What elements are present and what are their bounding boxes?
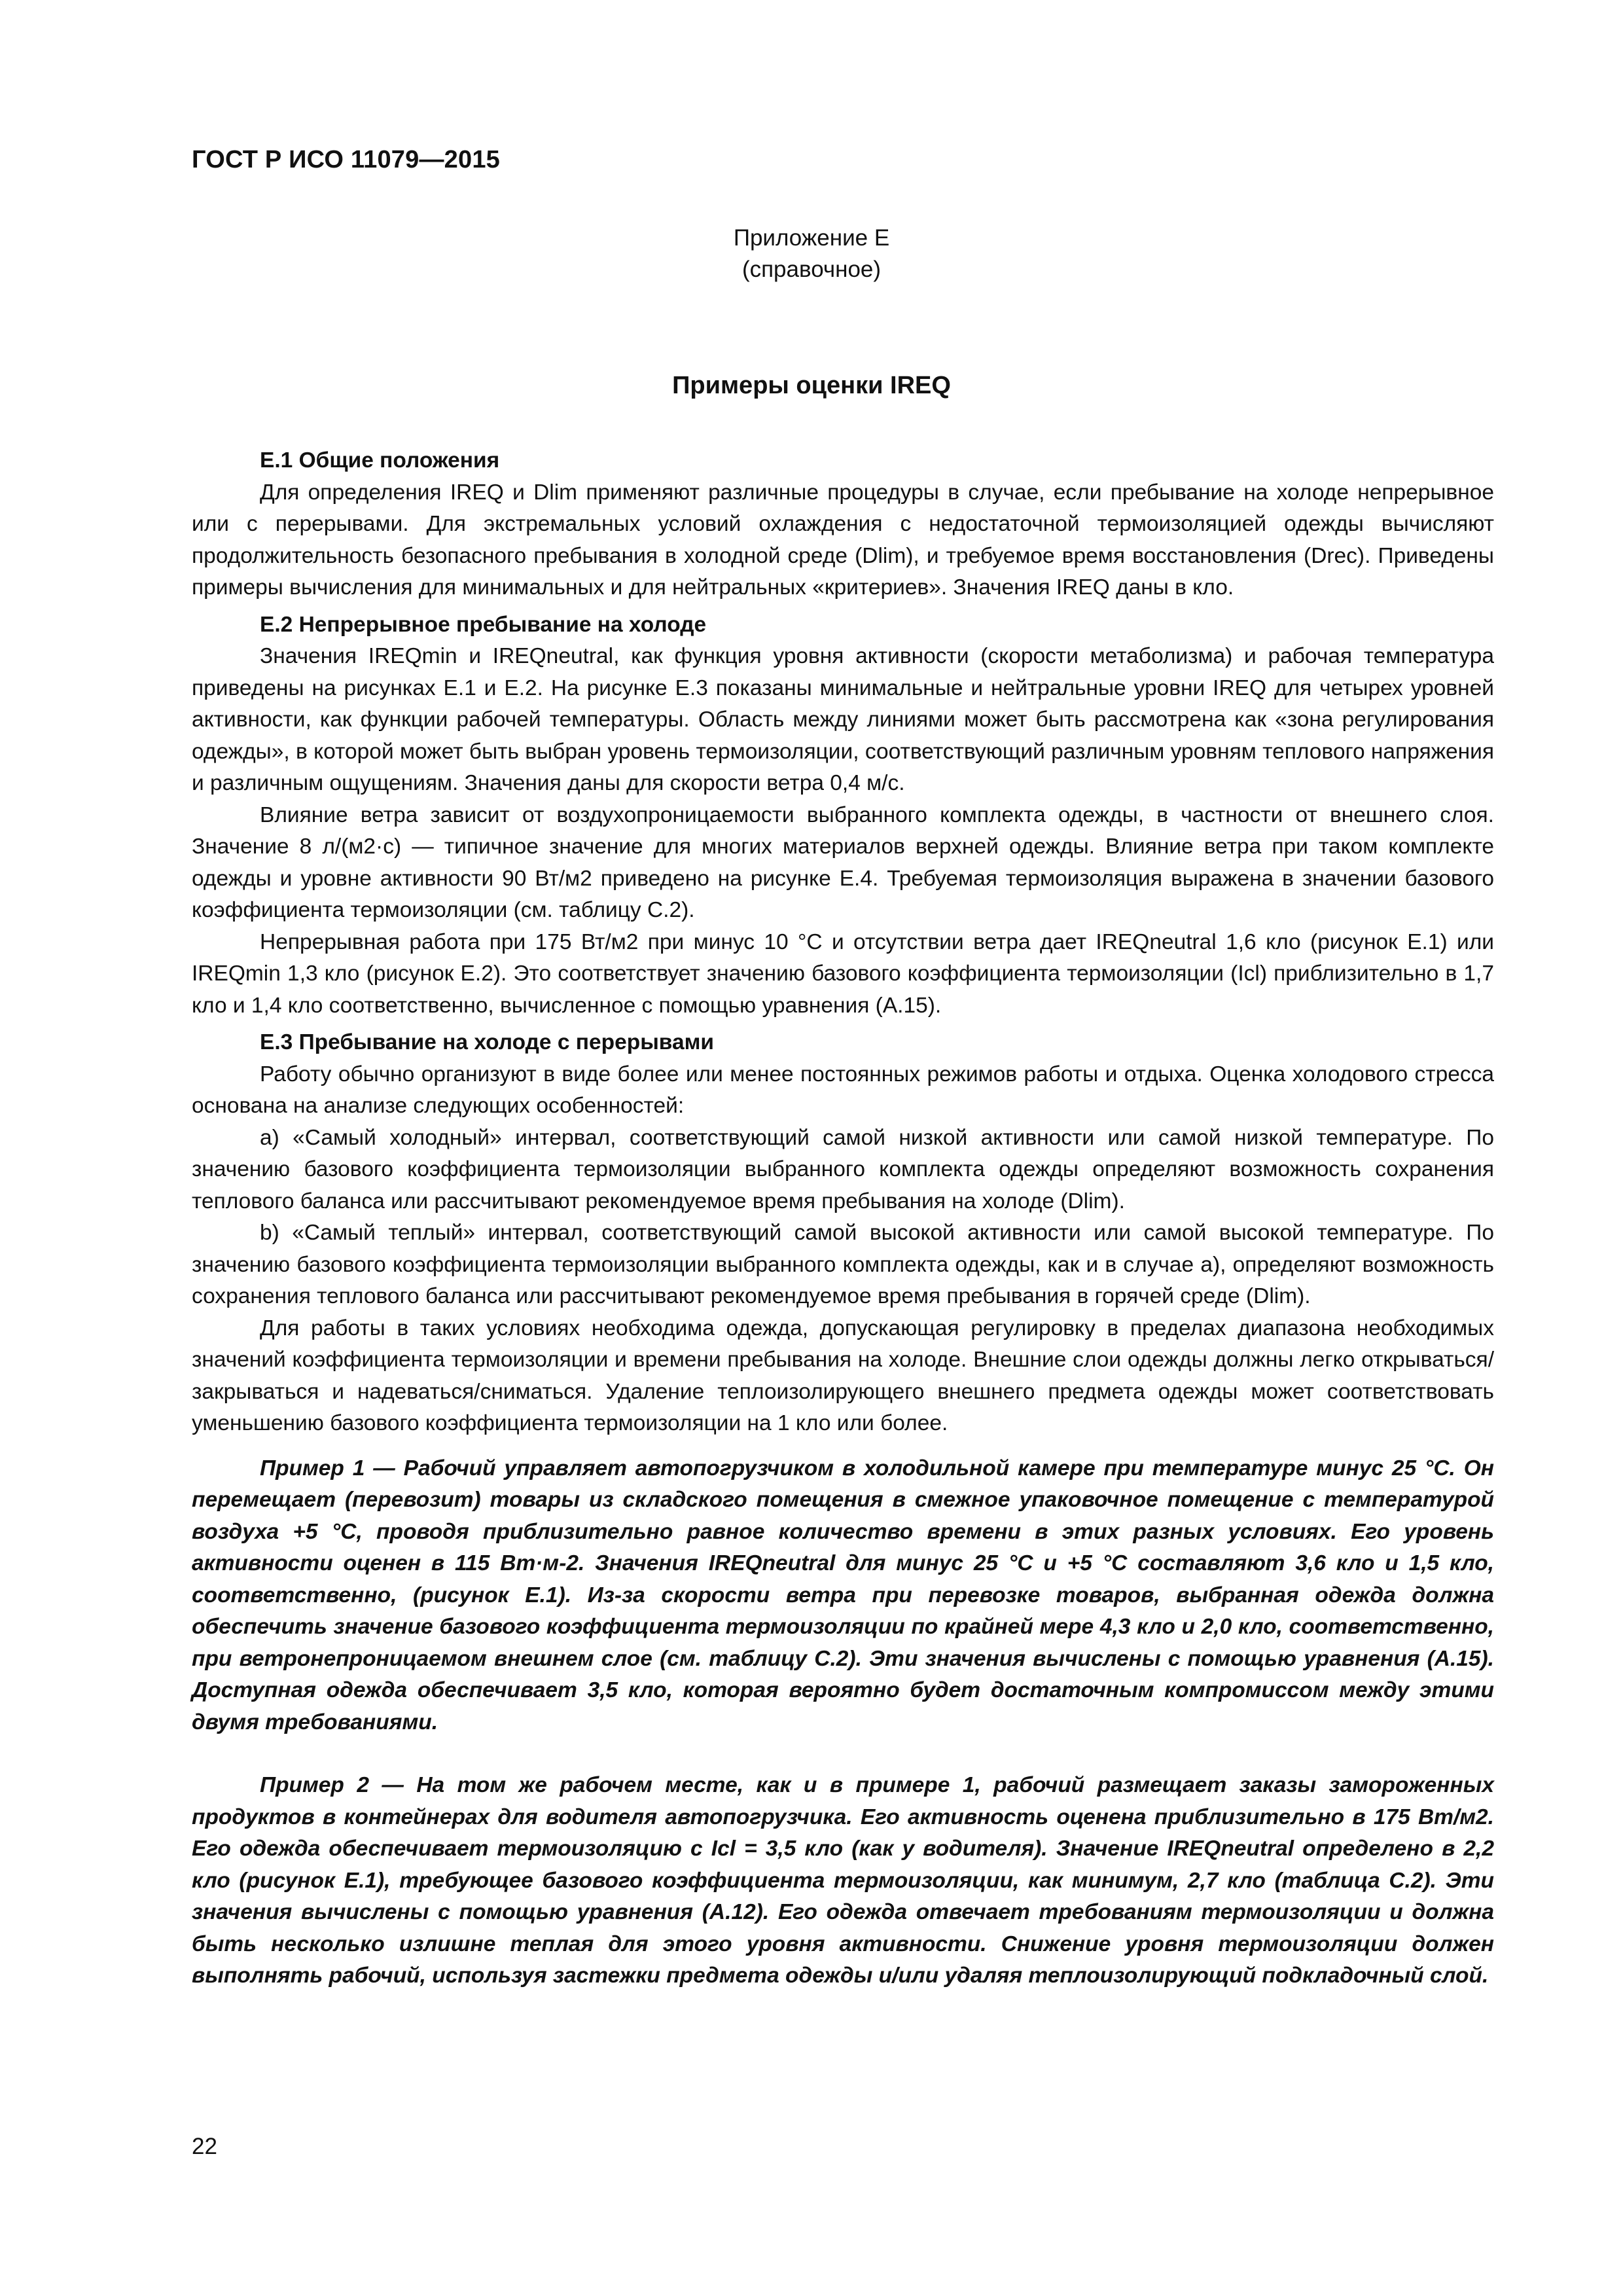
annex-heading: [0, 223, 1623, 285]
annex-type: (справочное): [741, 257, 882, 282]
standard-designation: ГОСТ Р ИСО 11079—2015: [192, 146, 500, 173]
example-1: Пример 1 — Рабочий управляет автопогрузчиком в холодильной камере при температуре минус 25 °С. Он перемещает (перевозит) товары из складского помещения в смежное упаковочное помещение с температурой воздуха +5 °С, проводя приблизительно равное количество времени в этих разных условиях. Его уровень активности оценен в 115 Вт·м-2. Значения IREQneutral для минус 25 °С и +5 °С составляют 3,6 кло и 1,5 кло, соответственно, (рисунок Е.1). Из-за скорости ветра при перевозке товаров, выбранная одежда должна обеспечить значение базового коэффициента термоизоляции по крайней мере 4,3 кло и 2,0 кло, соответственно, при ветронепроницаемом внешнем слое (см. таблицу С.2). Эти значения вычислены с помощью уравнения (А.15). Доступная одежда обеспечивает 3,5 кло, которая вероятно будет достаточным компромиссом между этими двумя требованиями.: [192, 1456, 1494, 1734]
example-2: Пример 2 — На том же рабочем месте, как и в примере 1, рабочий размещает заказы замороженных продуктов в контейнерах для водителя автопогрузчика. Его активность оценена приблизительно в 175 Вт/м2. Его одежда обеспечивает термоизоляцию с Icl = 3,5 кло (как у водителя). Значение IREQneutral определено в 2,2 кло (рисунок Е.1), требующее базового коэффициента термоизоляции, как минимум, 2,7 кло (таблица С.2). Эти значения вычислены с помощью уравнения (А.12). Его одежда отвечает требованиям термоизоляции и должна быть несколько излишне теплая для этого уровня активности. Снижение уровня термоизоляции должен выполнять рабочий, используя застежки предмета одежды и/или удаляя теплоизолирующий подкладочный слой.: [192, 1773, 1494, 1988]
section-e2-paragraph: Влияние ветра зависит от воздухопроницаемости выбранного комплекта одежды, в частности от внешнего слоя. Значение 8 л/(м2·с) — типичное значение для многих материалов верхней одежды. Влияние ветра при таком комплекте одежды и уровне активности 90 Вт/м2 приведено на рисунке Е.4. Требуемая термоизоляция выражена в значении базового коэффициента термоизоляции (см. таблицу С.2).: [192, 802, 1494, 922]
section-heading-e1: Е.1 Общие положения: [260, 448, 500, 473]
section-e3-paragraph: b) «Самый теплый» интервал, соответствующий самой высокой активности или самой высокой температуре. По значению базового коэффициента термоизоляции выбранного комплекта одежды, как и в случае а), определяют возможность сохранения теплового баланса или рассчитывают рекомендуемое время пребывания в горячей среде (Dlim).: [192, 1221, 1494, 1308]
annex-body: [192, 445, 1494, 1992]
section-e1-paragraph: Для определения IREQ и Dlim применяют различные процедуры в случае, если пребывание на холоде непрерывное или с перерывами. Для экстремальных условий охлаждения с недостаточной термоизоляцией одежды вычисляют продолжительность безопасного пребывания в холодной среде (Dlim), и требуемое время восстановления (Drec). Приведены примеры вычисления для минимальных и для нейтральных «критериев». Значения IREQ даны в кло.: [192, 480, 1494, 600]
section-e2-paragraph: Значения IREQmin и IREQneutral, как функция уровня активности (скорости метаболизма) и рабочая температура приведены на рисунках Е.1 и Е.2. На рисунке Е.3 показаны минимальные и нейтральные уровни IREQ для четырех уровней активности, как функции рабочей температуры. Область между линиями может быть рассмотрена как «зона регулирования одежды», в которой может быть выбран уровень термоизоляции, соответствующий различным уровням теплового напряжения и различным ощущениям. Значения даны для скорости ветра 0,4 м/с.: [192, 644, 1494, 795]
annex-title: Примеры оценки IREQ: [672, 372, 951, 399]
section-e3-paragraph: Работу обычно организуют в виде более или менее постоянных режимов работы и отдыха. Оценка холодового стресса основана на анализе следующих особенностей:: [192, 1062, 1494, 1118]
annex-label: Приложение Е: [733, 225, 890, 251]
section-e3-paragraph: Для работы в таких условиях необходима одежда, допускающая регулировку в пределах диапазона необходимых значений коэффициента термоизоляции и времени пребывания на холоде. Внешние слои одежды должны легко открываться/закрываться и надеваться/сниматься. Удаление теплоизолирующего внешнего предмета одежды может соответствовать уменьшению базового коэффициента термоизоляции на 1 кло или более.: [192, 1316, 1494, 1435]
section-e3-paragraph: a) «Самый холодный» интервал, соответствующий самой низкой активности или самой низкой температуре. По значению базового коэффициента термоизоляции выбранного комплекта одежды определяют возможность сохранения теплового баланса или рассчитывают рекомендуемое время пребывания на холоде (Dlim).: [192, 1125, 1494, 1213]
page-number: 22: [192, 2134, 217, 2159]
section-heading-e2: Е.2 Непрерывное пребывание на холоде: [260, 612, 707, 637]
section-e2-paragraph: Непрерывная работа при 175 Вт/м2 при минус 10 °С и отсутствии ветра дает IREQneutral 1,6 кло (рисунок Е.1) или IREQmin 1,3 кло (рисунок Е.2). Это соответствует значению базового коэффициента термоизоляции (Icl) приблизительно в 1,7 кло и 1,4 кло соответственно, вычисленное с помощью уравнения (А.15).: [192, 929, 1494, 1018]
section-heading-e3: Е.3 Пребывание на холоде с перерывами: [260, 1030, 714, 1054]
